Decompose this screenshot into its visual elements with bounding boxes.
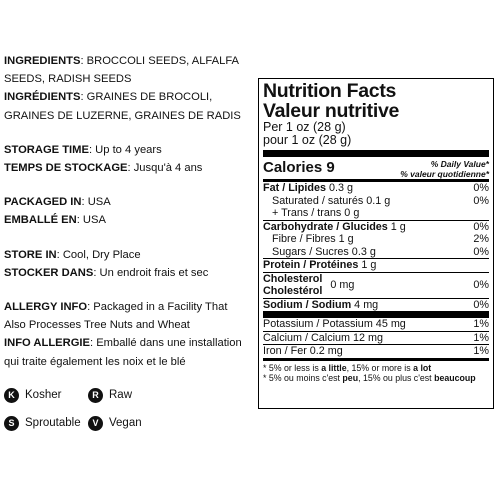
store-fr-line: STOCKER DANS: Un endroit frais et sec (4, 266, 209, 279)
badge-raw: R Raw (88, 388, 172, 403)
sproutable-icon: S (4, 416, 19, 431)
carbohydrate-row: Carbohydrate / Glucides 1 g 0% (263, 220, 489, 233)
trans-row: + Trans / trans 0 g (272, 207, 360, 219)
store-line: STORE IN: Cool, Dry Place (4, 248, 141, 261)
cholesterol-row: Cholesterol Cholestérol 0 mg 0% (263, 272, 489, 297)
sugars-row: Sugars / Sucres 0.3 g 0% (272, 245, 489, 258)
product-info (4, 52, 254, 371)
badge-kosher: K Kosher (4, 388, 88, 403)
ingredients-line: INGREDIENTS: BROCCOLI SEEDS, ALFALFA (4, 55, 240, 67)
ingredients-fr-line-2: GRAINES DE LUZERNE, GRAINES DE RADIS (4, 109, 241, 122)
nutrition-title: Nutrition Facts (263, 80, 397, 102)
iron-row: Iron / Fer 0.2 mg 1% (263, 345, 489, 357)
allergy-line-2: Also Processes Tree Nuts and Wheat (4, 319, 190, 332)
packaged-fr-line: EMBALLÉ EN: USA (4, 214, 106, 227)
ingredients-fr-line: INGRÉDIENTS: GRAINES DE BROCOLI, (4, 91, 213, 104)
nutrition-title-fr: Valeur nutritive (263, 100, 400, 122)
potassium-row: Potassium / Potassium 45 mg 1% (263, 318, 489, 330)
storage-line: STORAGE TIME: Up to 4 years (4, 143, 162, 156)
kosher-icon: K (4, 388, 19, 403)
ingredients-line-2: SEEDS, RADISH SEEDS (4, 73, 132, 86)
saturated-row: Saturated / saturés 0.1 g 0% (272, 194, 489, 207)
serving-size-fr: pour 1 oz (28 g) (263, 133, 352, 147)
serving-size: Per 1 oz (28 g) (263, 120, 346, 134)
allergy-line: ALLERGY INFO: Packaged in a Facility That (4, 301, 228, 314)
badge-sproutable: S Sproutable (4, 416, 88, 431)
calcium-row: Calcium / Calcium 12 mg 1% (263, 331, 489, 344)
protein-row: Protein / Protéines 1 g (263, 259, 377, 271)
fibre-row: Fibre / Fibres 1 g 2% (272, 233, 489, 245)
allergy-fr-line-2: qui traite également les noix et le blé (4, 355, 186, 368)
certification-badges (4, 384, 244, 440)
calories-row (263, 157, 489, 179)
allergy-fr-line: INFO ALLERGIE: Emballé dans une installation (4, 337, 242, 350)
calories: Calories 9 (263, 159, 335, 176)
daily-value-header: % Daily Value* % valeur quotidienne* (400, 159, 489, 179)
raw-icon: R (88, 388, 103, 403)
sodium-row: Sodium / Sodium 4 mg 0% (263, 298, 489, 311)
vegan-icon: V (88, 416, 103, 431)
storage-fr-line: TEMPS DE STOCKAGE: Jusqu'à 4 ans (4, 162, 203, 175)
nutrition-facts-table (258, 78, 494, 409)
footnote: * 5% or less is a little, 15% or more is a lot * 5% ou moins c'est peu, 15% ou plus c'est beaucoup (263, 362, 476, 383)
packaged-line: PACKAGED IN: USA (4, 196, 111, 209)
fat-row: Fat / Lipides 0.3 g 0% (263, 182, 489, 194)
badge-vegan: V Vegan (88, 416, 172, 431)
